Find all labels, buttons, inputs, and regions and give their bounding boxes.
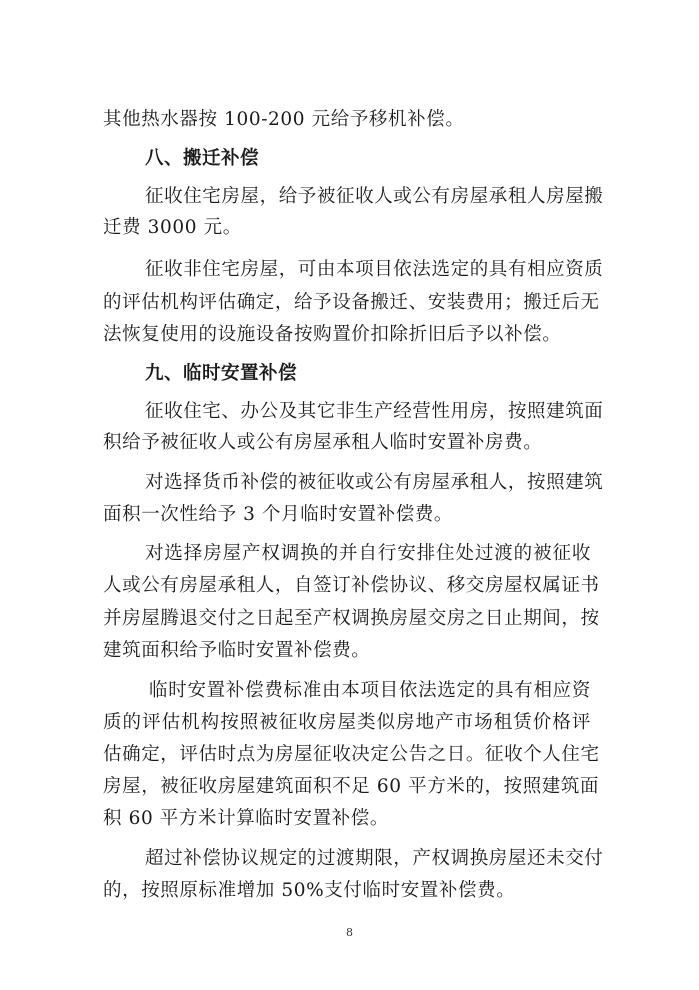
- text-line: 征收住宅房屋，给予被征收人或公有房屋承租人房屋搬: [145, 186, 604, 207]
- text-line: 对选择货币补偿的被征收或公有房屋承租人，按照建筑: [145, 472, 604, 493]
- text-line: 房屋，被征收房屋建筑面积不足 60 平方米的，按照建筑面: [103, 776, 600, 797]
- text-line: 其他热水器按 100-200 元给予移机补偿。: [103, 109, 465, 130]
- text-line: 人或公有房屋承租人，自签订补偿协议、移交房屋权属证书: [103, 575, 600, 596]
- section-heading-relocation: 八、搬迁补偿: [145, 148, 260, 169]
- text-line: 超过补偿协议规定的过渡期限，产权调换房屋还未交付: [145, 848, 604, 869]
- text-line: 估确定，评估时点为房屋征收决定公告之日。征收个人住宅: [103, 744, 600, 765]
- page-number: 8: [346, 926, 353, 939]
- text-line: 征收非住宅房屋，可由本项目依法选定的具有相应资质: [145, 259, 604, 280]
- text-line: 的评估机构评估确定，给予设备搬迁、安装费用；搬迁后无: [103, 292, 600, 313]
- text-line: 临时安置补偿费标准由本项目依法选定的具有相应资: [149, 680, 591, 701]
- text-line: 质的评估机构按照被征收房屋类似房地产市场租赁价格评: [103, 712, 591, 733]
- text-line: 积给予被征收人或公有房屋承租人临时安置补房费。: [103, 432, 543, 453]
- text-line: 面积一次性给予 3 个月临时安置补偿费。: [103, 504, 454, 525]
- text-line: 建筑面积给予临时安置补偿费。: [103, 640, 371, 661]
- section-heading-temporary-resettlement: 九、临时安置补偿: [145, 363, 298, 384]
- text-line: 并房屋腾退交付之日起至产权调换房屋交房之日止期间，按: [103, 608, 600, 629]
- text-line: 对选择房屋产权调换的并自行安排住处过渡的被征收: [145, 543, 591, 564]
- text-line: 法恢复使用的设施设备按购置价扣除折旧后予以补偿。: [103, 324, 562, 345]
- text-line: 积 60 平方米计算临时安置补偿。: [103, 808, 390, 829]
- text-line: 征收住宅、办公及其它非生产经营性用房，按照建筑面: [145, 401, 604, 422]
- text-line: 迁费 3000 元。: [103, 217, 242, 238]
- text-line: 的，按照原标准增加 50%支付临时安置补偿费。: [103, 880, 516, 901]
